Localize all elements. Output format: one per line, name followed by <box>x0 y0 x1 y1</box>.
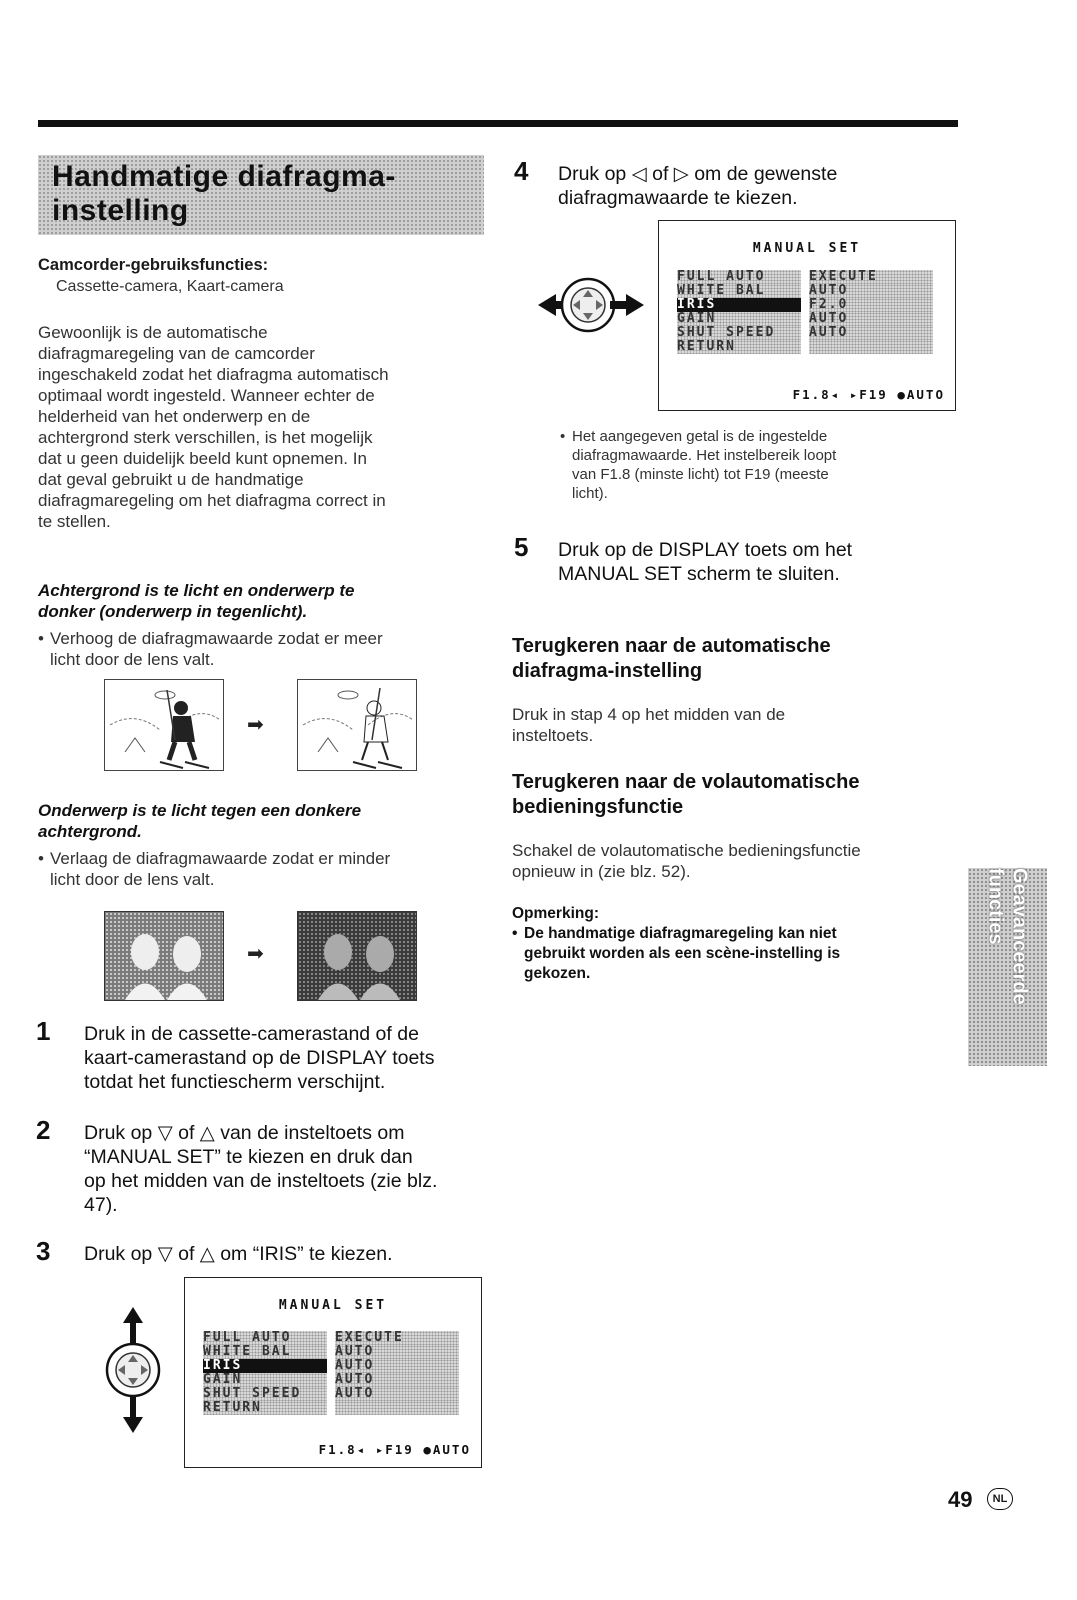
menu-value: AUTO <box>335 1359 459 1373</box>
title-line-1: Handmatige diafragma- <box>52 160 396 193</box>
menu-item: WHITE BAL <box>203 1345 327 1359</box>
step-number: 1 <box>36 1016 51 1046</box>
range-note-line: diafragmawaarde. Het instelbereik loopt <box>572 447 837 464</box>
body-line: insteltoets. <box>512 726 594 745</box>
menu-item: SHUT SPEED <box>203 1387 327 1401</box>
case1-heading <box>38 580 354 622</box>
skier-before-illustration <box>104 679 224 771</box>
bullet-icon: • <box>560 428 566 445</box>
side-tab-label <box>984 868 1032 1066</box>
title-line-2: instelling <box>52 194 189 227</box>
case2-bullet <box>38 848 390 890</box>
menu-item: RETURN <box>203 1401 327 1415</box>
side-tab-line: functies <box>984 868 1007 945</box>
remark-line: gebruikt worden als een scène-instelling is <box>524 945 841 962</box>
step-line: Druk op ◁ of ▷ om de gewenste <box>558 163 838 185</box>
menu-title: MANUAL SET <box>278 1298 388 1313</box>
menu-value <box>809 340 933 354</box>
section-heading-line: Terugkeren naar de volautomatische <box>512 771 860 793</box>
step-number: 5 <box>514 532 529 562</box>
menu-item-selected: IRIS <box>677 298 801 312</box>
step-4-text <box>558 162 837 210</box>
control-dial-icon <box>98 1305 168 1440</box>
body-line: Druk in stap 4 op het midden van de <box>512 705 786 724</box>
step-1-text <box>84 1022 434 1094</box>
step-number: 2 <box>36 1115 51 1145</box>
remark <box>512 904 840 984</box>
menu-value <box>335 1401 459 1415</box>
case1-bullet-line: Verhoog de diafragmawaarde zodat er meer <box>50 629 383 648</box>
return-full-auto-heading <box>512 770 860 820</box>
menu-grid <box>677 270 955 354</box>
intro-line: helderheid van het onderwerp en de <box>38 407 311 426</box>
skier-after-illustration <box>297 679 417 771</box>
iris-status: F1.8◂ ▸F19 ●AUTO <box>792 387 945 402</box>
step-line: diafragmawaarde te kiezen. <box>558 187 798 209</box>
menu-title: MANUAL SET <box>752 241 862 256</box>
step-line: op het midden van de insteltoets (zie blz. <box>84 1170 438 1192</box>
language-badge: NL <box>987 1488 1013 1510</box>
menu-grid <box>203 1331 481 1415</box>
intro-line: optimaal wordt ingesteld. Wanneer echter de <box>38 386 375 405</box>
menu-item: FULL AUTO <box>203 1331 327 1345</box>
intro-line: te stellen. <box>38 512 111 531</box>
remark-heading: Opmerking: <box>512 905 599 922</box>
functions-heading: Camcorder-gebruiksfuncties: <box>38 256 269 274</box>
intro-line: ingeschakeld zodat het diafragma automatisch <box>38 365 389 384</box>
return-auto-heading <box>512 634 831 684</box>
menu-value: EXECUTE <box>335 1331 459 1345</box>
case1-bullet <box>38 628 383 670</box>
step-line: kaart-camerastand op de DISPLAY toets <box>84 1047 435 1069</box>
range-note-line: licht). <box>572 485 608 502</box>
body-line: Schakel de volautomatische bedieningsfunctie <box>512 841 861 860</box>
menu-value: AUTO <box>335 1345 459 1359</box>
right-arrow-icon: ➡ <box>247 943 264 965</box>
bullet-icon: • <box>512 925 518 942</box>
functions-value: Cassette-camera, Kaart-camera <box>56 278 284 295</box>
iris-status: F1.8◂ ▸F19 ●AUTO <box>318 1442 471 1457</box>
case2-heading <box>38 800 361 842</box>
menu-item: GAIN <box>677 312 801 326</box>
range-note-line: van F1.8 (minste licht) tot F19 (meeste <box>572 466 829 483</box>
case2-bullet-line: Verlaag de diafragmawaarde zodat er minder <box>50 849 391 868</box>
step-2-text <box>84 1121 437 1217</box>
step-line: Druk op ▽ of △ van de insteltoets om <box>84 1122 405 1144</box>
side-tab-line: Geavanceerde <box>1008 868 1031 1005</box>
bullet-icon: • <box>38 849 44 868</box>
section-heading-line: diafragma-instelling <box>512 660 703 682</box>
manual-set-screen-2 <box>658 220 956 411</box>
intro-line: dat geval gebruikt u de handmatige <box>38 470 304 489</box>
manual-set-screen-1 <box>184 1277 482 1468</box>
corrected-subject-photo <box>297 911 417 1001</box>
menu-value: AUTO <box>809 326 933 340</box>
case1-heading-line: Achtergrond is te licht en onderwerp te <box>38 581 355 600</box>
intro-line: diafragmaregeling van de camcorder <box>38 344 315 363</box>
step-number: 3 <box>36 1236 51 1266</box>
case1-bullet-line: licht door de lens valt. <box>50 650 215 669</box>
return-full-auto-text <box>512 840 861 882</box>
menu-item-selected: IRIS <box>203 1359 327 1373</box>
menu-value: AUTO <box>809 284 933 298</box>
step-line: Druk in de cassette-camerastand of de <box>84 1023 419 1045</box>
top-rule <box>38 120 958 127</box>
step-number: 4 <box>514 156 529 186</box>
body-line: opnieuw in (zie blz. 52). <box>512 862 691 881</box>
remark-line: gekozen. <box>524 965 591 982</box>
step-line: 47). <box>84 1194 118 1216</box>
page-number: 49 <box>948 1487 973 1512</box>
menu-item: GAIN <box>203 1373 327 1387</box>
case2-bullet-line: licht door de lens valt. <box>50 870 215 889</box>
case2-heading-line: achtergrond. <box>38 822 142 841</box>
control-dial-icon <box>536 270 646 345</box>
menu-item: FULL AUTO <box>677 270 801 284</box>
step-3-text: Druk op ▽ of △ om “IRIS” te kiezen. <box>84 1243 393 1265</box>
intro-line: achtergrond sterk verschillen, is het mogelijk <box>38 428 373 447</box>
menu-item: RETURN <box>677 340 801 354</box>
intro-line: dat u geen duidelijk beeld kunt opnemen. In <box>38 449 367 468</box>
section-heading-line: Terugkeren naar de automatische <box>512 635 831 657</box>
step-line: “MANUAL SET” te kiezen en druk dan <box>84 1146 413 1168</box>
page-title <box>52 160 396 228</box>
intro-paragraph <box>38 322 488 532</box>
menu-item: SHUT SPEED <box>677 326 801 340</box>
return-auto-text <box>512 704 785 746</box>
menu-value: AUTO <box>335 1373 459 1387</box>
intro-line: Gewoonlijk is de automatische <box>38 323 268 342</box>
bright-subject-photo <box>104 911 224 1001</box>
step-line: MANUAL SET scherm te sluiten. <box>558 563 840 585</box>
case2-heading-line: Onderwerp is te licht tegen een donkere <box>38 801 362 820</box>
section-heading-line: bedieningsfunctie <box>512 796 684 818</box>
right-arrow-icon: ➡ <box>247 714 264 736</box>
menu-value: F2.0 <box>809 298 933 312</box>
case1-heading-line: donker (onderwerp in tegenlicht). <box>38 602 308 621</box>
menu-value: AUTO <box>335 1387 459 1401</box>
step-line: Druk op de DISPLAY toets om het <box>558 539 853 561</box>
range-note-line: Het aangegeven getal is de ingestelde <box>572 428 828 445</box>
range-note <box>560 427 940 503</box>
step-5-text <box>558 538 852 586</box>
menu-value: AUTO <box>809 312 933 326</box>
remark-line: De handmatige diafragmaregeling kan niet <box>524 925 837 942</box>
intro-line: diafragmaregeling om het diafragma correct in <box>38 491 386 510</box>
side-tab <box>968 868 1047 1066</box>
step-line: totdat het functiescherm verschijnt. <box>84 1071 386 1093</box>
bullet-icon: • <box>38 629 44 648</box>
menu-item: WHITE BAL <box>677 284 801 298</box>
menu-value: EXECUTE <box>809 270 933 284</box>
